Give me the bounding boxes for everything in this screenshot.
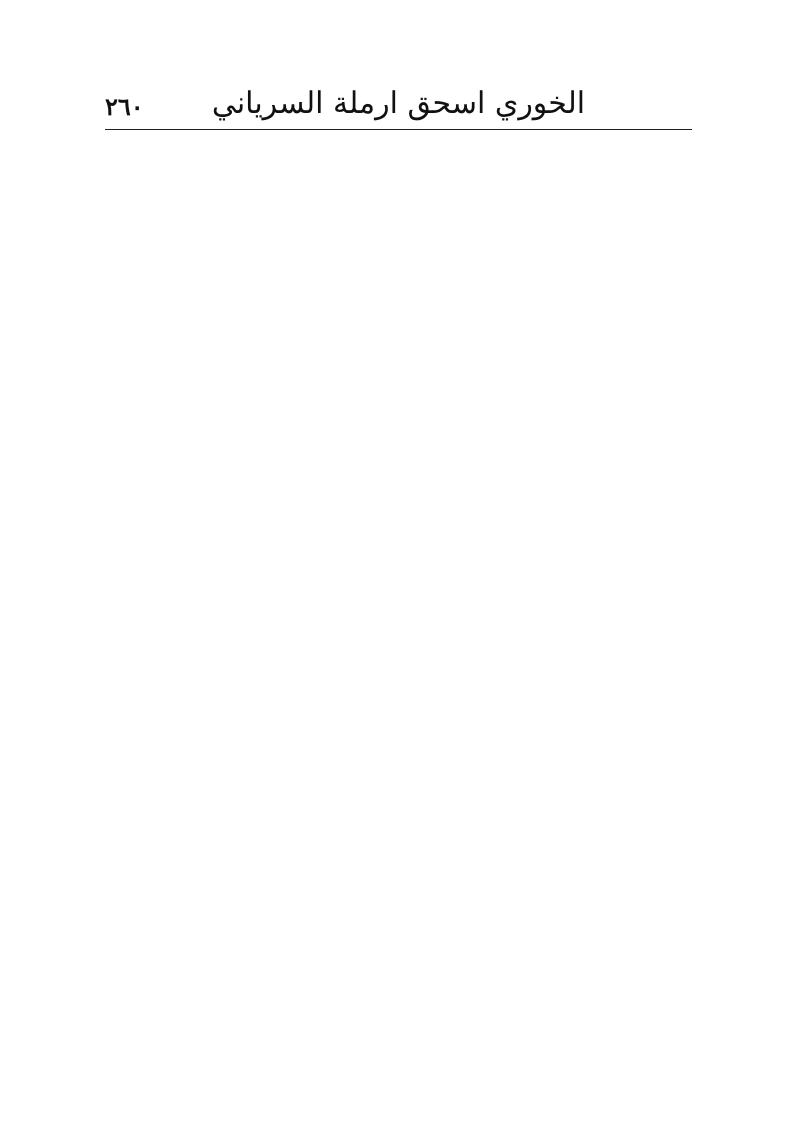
page-header <box>105 82 692 130</box>
header-rule <box>105 129 692 130</box>
page-number: ٢٦٠ <box>105 92 144 121</box>
running-title: الخوري اسحق ارملة السرياني <box>211 86 586 121</box>
